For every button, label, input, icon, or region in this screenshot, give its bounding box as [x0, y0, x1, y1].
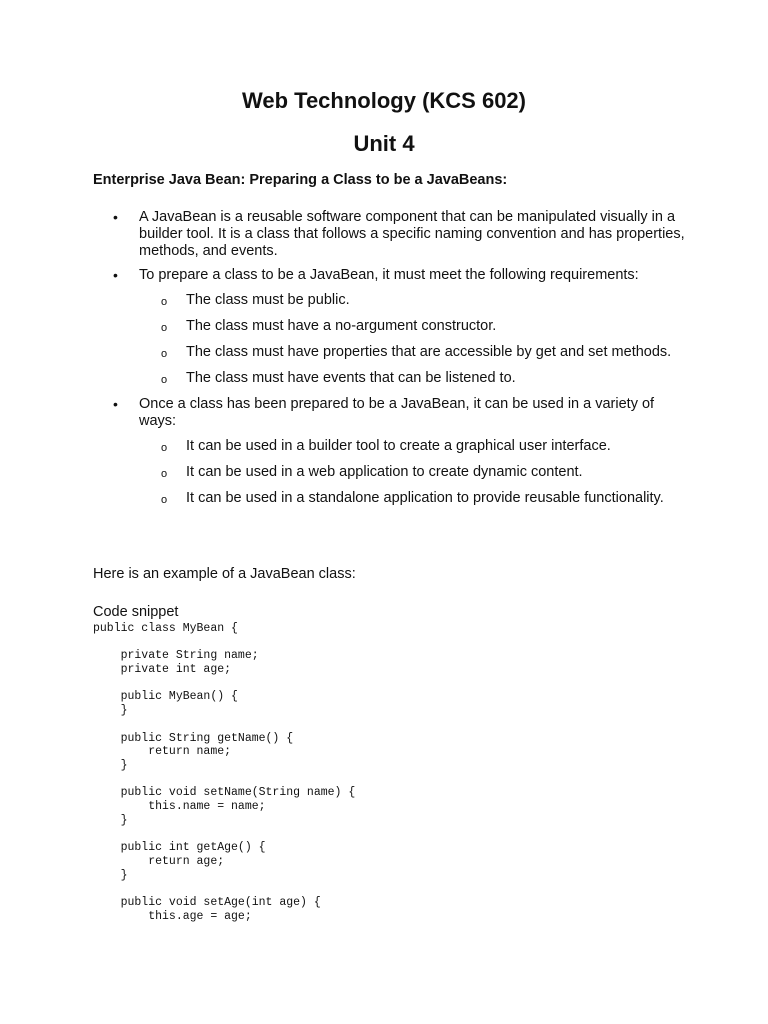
sub-item-text: The class must have a no-argument constructor. [186, 318, 497, 334]
code-line [93, 677, 355, 691]
sub-list-item [139, 438, 693, 455]
code-line: this.name = name; [93, 800, 266, 814]
sub-list-item [139, 292, 693, 309]
sub-bullet-marker: o [161, 494, 168, 506]
sub-list-item [139, 464, 693, 481]
sub-item-text: It can be used in a standalone application to provide reusable functionality. [186, 490, 664, 506]
sub-list-item [139, 370, 693, 387]
code-line: } [93, 704, 128, 718]
sub-bullet-marker: o [161, 348, 168, 360]
code-line: return age; [93, 854, 225, 868]
bullet-marker: • [113, 396, 118, 412]
code-line: public class MyBean { [93, 622, 238, 635]
sub-list [139, 292, 693, 387]
code-block [93, 622, 355, 923]
bullet-text: Once a class has been prepared to be a JavaBean, it can be used in a variety of ways: [139, 396, 655, 429]
code-line [93, 636, 355, 650]
sub-list-item [139, 318, 693, 335]
code-line [93, 718, 355, 732]
code-line: public int getAge() { [93, 841, 266, 855]
code-line [93, 882, 355, 896]
code-line [93, 773, 355, 787]
sub-item-text: The class must have properties that are accessible by get and set methods. [186, 344, 672, 360]
sub-bullet-marker: o [161, 296, 168, 308]
code-line [93, 827, 355, 841]
code-line: } [93, 813, 128, 827]
code-line: public String getName() { [93, 731, 294, 745]
sub-bullet-marker: o [161, 374, 168, 386]
bullet-item [93, 396, 693, 507]
code-line: return name; [93, 745, 232, 759]
section-heading: Enterprise Java Bean: Preparing a Class to be a JavaBeans: [93, 172, 508, 188]
sub-bullet-marker: o [161, 442, 168, 454]
code-snippet-label: Code snippet [93, 604, 179, 620]
bullet-marker: • [113, 209, 118, 225]
bullet-text: To prepare a class to be a JavaBean, it must meet the following requirements: [139, 267, 639, 283]
sub-item-text: The class must be public. [186, 292, 350, 308]
sub-list-item [139, 344, 693, 361]
bullet-list [93, 209, 693, 516]
code-line: this.age = age; [93, 909, 252, 923]
code-line: private String name; [93, 649, 259, 663]
example-intro: Here is an example of a JavaBean class: [93, 566, 356, 582]
document-title: Web Technology (KCS 602) [241, 88, 526, 113]
code-line: } [93, 868, 128, 882]
bullet-item [93, 209, 693, 260]
sub-item-text: It can be used in a web application to create dynamic content. [186, 464, 583, 480]
sub-bullet-marker: o [161, 322, 168, 334]
unit-heading: Unit 4 [353, 131, 415, 156]
code-line: private int age; [93, 663, 232, 677]
sub-item-text: The class must have events that can be listened to. [186, 370, 516, 386]
code-line: public void setAge(int age) { [93, 895, 321, 909]
sub-bullet-marker: o [161, 468, 168, 480]
sub-item-text: It can be used in a builder tool to create a graphical user interface. [186, 438, 611, 454]
sub-list-item [139, 490, 693, 507]
code-line: public MyBean() { [93, 690, 238, 704]
sub-list [139, 438, 693, 507]
bullet-marker: • [113, 267, 118, 283]
code-line: } [93, 758, 128, 772]
code-line: public void setName(String name) { [93, 786, 356, 800]
bullet-text: A JavaBean is a reusable software component that can be manipulated visually in a builder tool. It is a class that follows a specific naming convention and has properties, methods, and events. [139, 209, 685, 259]
bullet-item [93, 267, 693, 387]
